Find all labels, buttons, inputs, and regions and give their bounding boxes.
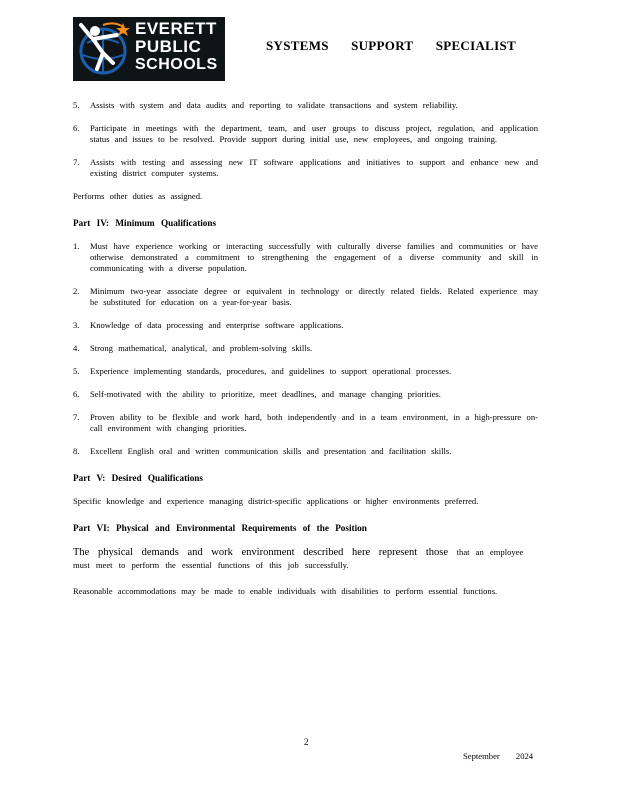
logo-line-3: SCHOOLS <box>135 56 218 73</box>
list-item <box>73 366 538 377</box>
physical-demands-rest: that an employee must meet to perform the essential functions of this job successfully. <box>73 547 524 570</box>
list-item <box>73 343 538 354</box>
list-item <box>73 241 538 274</box>
list-item <box>73 412 538 434</box>
item-text: Proven ability to be flexible and work hard, both independently and in a team environment, in a high-pressure on-call environment with changing priorities. <box>90 412 538 433</box>
item-number: 3. <box>73 320 80 330</box>
item-number: 6. <box>73 123 80 133</box>
desired-qualifications-text: Specific knowledge and experience managing district-specific applications or higher environments preferred. <box>73 496 479 506</box>
item-number: 2. <box>73 286 80 296</box>
list-item <box>73 389 538 400</box>
item-number: 1. <box>73 241 80 251</box>
item-text: Strong mathematical, analytical, and problem-solving skills. <box>90 343 313 353</box>
item-text: Assists with testing and assessing new IT software applications and initiatives to support and enhance new and existing district computer systems. <box>90 157 538 178</box>
title-word-2: SUPPORT <box>351 38 414 53</box>
item-number: 7. <box>73 157 80 167</box>
item-text: Must have experience working or interacting successfully with culturally diverse families and communities or have otherwise demonstrated a commitment to strengthening the engagement of a diverse community and skill in communicating with a diverse population. <box>90 241 538 273</box>
section-heading-part-6: Part VI: Physical and Environmental Requirements of the Position <box>73 523 367 533</box>
item-number: 7. <box>73 412 80 422</box>
list-item <box>73 446 538 457</box>
footer-date: September 2024 <box>463 751 534 761</box>
list-item <box>73 100 538 111</box>
item-text: Assists with system and data audits and reporting to validate transactions and system reliability. <box>90 100 458 110</box>
item-number: 5. <box>73 366 80 376</box>
document-body <box>73 100 538 609</box>
title-word-1: SYSTEMS <box>266 38 329 53</box>
section-heading-part-5: Part V: Desired Qualifications <box>73 473 203 483</box>
title-word-3: SPECIALIST <box>435 38 516 53</box>
item-number: 5. <box>73 100 80 110</box>
item-text: Self-motivated with the ability to prioritize, meet deadlines, and manage changing priorities. <box>90 389 441 399</box>
item-number: 6. <box>73 389 80 399</box>
item-number: 8. <box>73 446 80 456</box>
document-title <box>266 38 516 54</box>
district-logo <box>73 17 225 81</box>
item-text: Participate in meetings with the department, team, and user groups to discuss project, regulation, and application status and issues to be resolved. Provide support during initial use, new employees, and ongoing training. <box>90 123 538 144</box>
list-item <box>73 286 538 308</box>
physical-demands-lead: The physical demands and work environment described here represent those <box>73 547 449 558</box>
logo-wordmark <box>135 20 225 74</box>
section-heading-part-4: Part IV: Minimum Qualifications <box>73 218 217 228</box>
accommodations-text: Reasonable accommodations may be made to enable individuals with disabilities to perform essential functions. <box>73 586 498 596</box>
physical-demands-text <box>73 546 538 572</box>
item-text: Excellent English oral and written communication skills and presentation and facilitation skills. <box>90 446 452 456</box>
item-number: 4. <box>73 343 80 353</box>
other-duties: Performs other duties as assigned. <box>73 191 203 201</box>
logo-line-2: PUBLIC <box>135 37 202 56</box>
page-number: 2 <box>304 737 309 747</box>
list-item <box>73 320 538 331</box>
list-item <box>73 123 538 145</box>
item-text: Experience implementing standards, procedures, and guidelines to support operational processes. <box>90 366 452 376</box>
logo-line-1: EVERETT <box>135 19 217 38</box>
item-text: Minimum two-year associate degree or equivalent in technology or directly related fields. Related experience may be substituted for education on a year-for-year basis. <box>90 286 538 307</box>
item-text: Knowledge of data processing and enterprise software applications. <box>90 320 344 330</box>
list-item <box>73 157 538 179</box>
